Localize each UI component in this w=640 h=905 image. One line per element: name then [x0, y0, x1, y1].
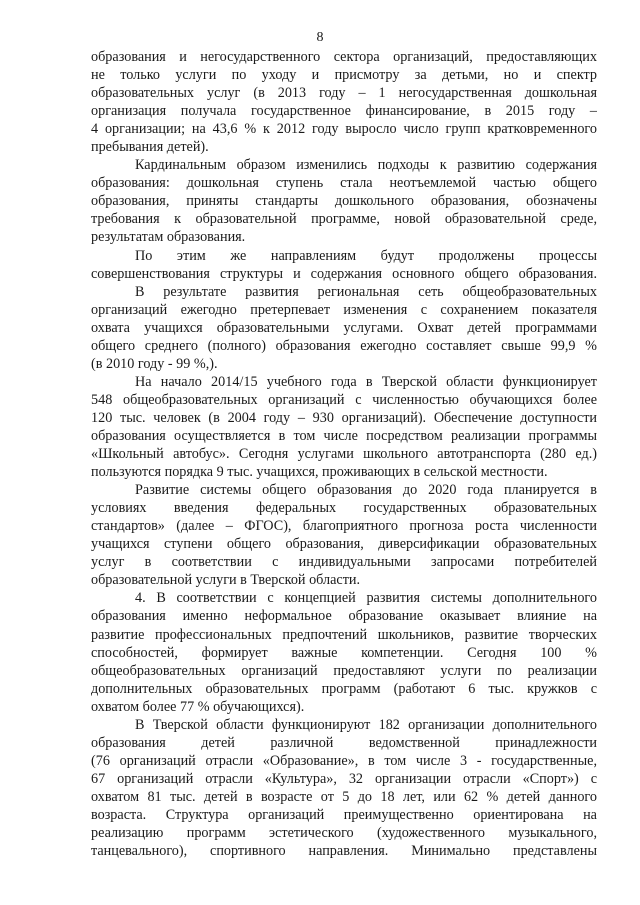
text-line: (в 2010 году - 99 %,).: [91, 355, 218, 372]
text-line: охватом более 77 % обучающихся).: [91, 698, 305, 715]
page-number: 8: [316, 30, 324, 45]
text-line: общеобразовательных организаций предоставляют услуги по реализации: [91, 662, 597, 679]
text-line: результатам образования.: [91, 229, 246, 246]
text-line: образования и негосударственного сектора организаций, предоставляющих: [91, 49, 597, 65]
text-line: организация получала государственное финансирование, в 2015 году –: [91, 103, 597, 120]
paragraph-first-line: В результате развития региональная сеть общеобразовательных: [135, 283, 597, 300]
text-line: услуг в соответствии с индивидуальными запросами потребителей: [91, 554, 597, 571]
paragraph-first-line: Кардинальным образом изменились подходы к развитию содержания: [135, 157, 597, 174]
text-line: «Школьный автобус». Сегодня услугами школьного автотранспорта (280 ед.): [91, 446, 597, 463]
paragraph-first-line: Развитие системы общего образования до 2020 года планируется в: [135, 482, 597, 499]
text-line: образования детей различной ведомственной принадлежности: [91, 734, 597, 751]
paragraph-first-line: На начало 2014/15 учебного года в Тверской области функционирует: [135, 373, 597, 390]
text-line: 120 тыс. человек (в 2004 году – 930 организаций). Обеспечение доступности: [91, 409, 597, 426]
text-line: образования осуществляется в том числе посредством реализации программы: [91, 427, 597, 444]
text-line: возраста. Структура организаций преимущественно ориентирована на: [91, 806, 597, 823]
text-line: образования: дошкольная ступень стала неотъемлемой частью общего: [91, 175, 597, 192]
text-line: образовательных услуг (в 2013 году – 1 негосударственная дошкольная: [91, 85, 597, 102]
text-line: совершенствования структуры и содержания основного общего образования.: [91, 265, 597, 282]
body-text: [91, 48, 597, 860]
text-line: стандартов» (далее – ФГОС), благоприятного прогноза роста численности: [91, 518, 597, 535]
text-line: не только услуги по уходу и присмотру за детьми, но и спектр: [91, 67, 597, 84]
text-line: развитие профессиональных предпочтений школьников, развитие творческих: [91, 626, 597, 643]
text-line: учащихся ступени общего образования, диверсификации образовательных: [91, 536, 597, 553]
paragraph-first-line: В Тверской области функционируют 182 организации дополнительного: [135, 716, 597, 733]
text-line: дополнительных образовательных программ (работают 6 тыс. кружков с: [91, 680, 597, 697]
text-line: пребывания детей).: [91, 139, 209, 156]
text-line: способностей, формирует важные компетенции. Сегодня 100 %: [91, 644, 597, 661]
text-line: 548 общеобразовательных организаций с численностью обучающихся более: [91, 391, 597, 408]
paragraph-first-line: 4. В соответствии с концепцией развития системы дополнительного: [135, 590, 597, 607]
text-line: общего среднего (полного) образования ежегодно составляет свыше 99,9 %: [91, 337, 597, 354]
text-line: образовательной услуги в Тверской области.: [91, 572, 361, 589]
paragraph-first-line: По этим же направлениям будут продолжены процессы: [135, 247, 597, 264]
text-line: (76 организаций отрасли «Образование», в том числе 3 - государственные,: [91, 752, 597, 769]
text-line: 67 организаций отрасли «Культура», 32 организации отрасли «Спорт») с: [91, 770, 597, 787]
text-line: охватом 81 тыс. детей в возрасте от 5 до 18 лет, или 62 % детей данного: [91, 788, 597, 805]
text-line: условиях введения федеральных государственных образовательных: [91, 500, 597, 517]
text-line: организаций ежегодно претерпевает изменения с сохранением показателя: [91, 301, 597, 318]
text-line: танцевального), спортивного направления. Минимально представлены: [91, 843, 597, 860]
text-line: пользуются порядка 9 тыс. учащихся, проживающих в сельской местности.: [91, 464, 548, 481]
text-line: охвата учащихся образовательными услугами. Охват детей программами: [91, 319, 597, 336]
text-line: реализацию программ эстетического (художественного музыкального,: [91, 825, 597, 842]
text-line: образования, приняты стандарты дошкольного образования, обозначены: [91, 193, 597, 210]
text-line: 4 организации; на 43,6 % к 2012 году выросло число групп кратковременного: [91, 121, 597, 138]
text-line: образования именно неформальное образование оказывает влияние на: [91, 608, 597, 625]
text-line: требования к образовательной программе, новой образовательной среде,: [91, 211, 597, 228]
